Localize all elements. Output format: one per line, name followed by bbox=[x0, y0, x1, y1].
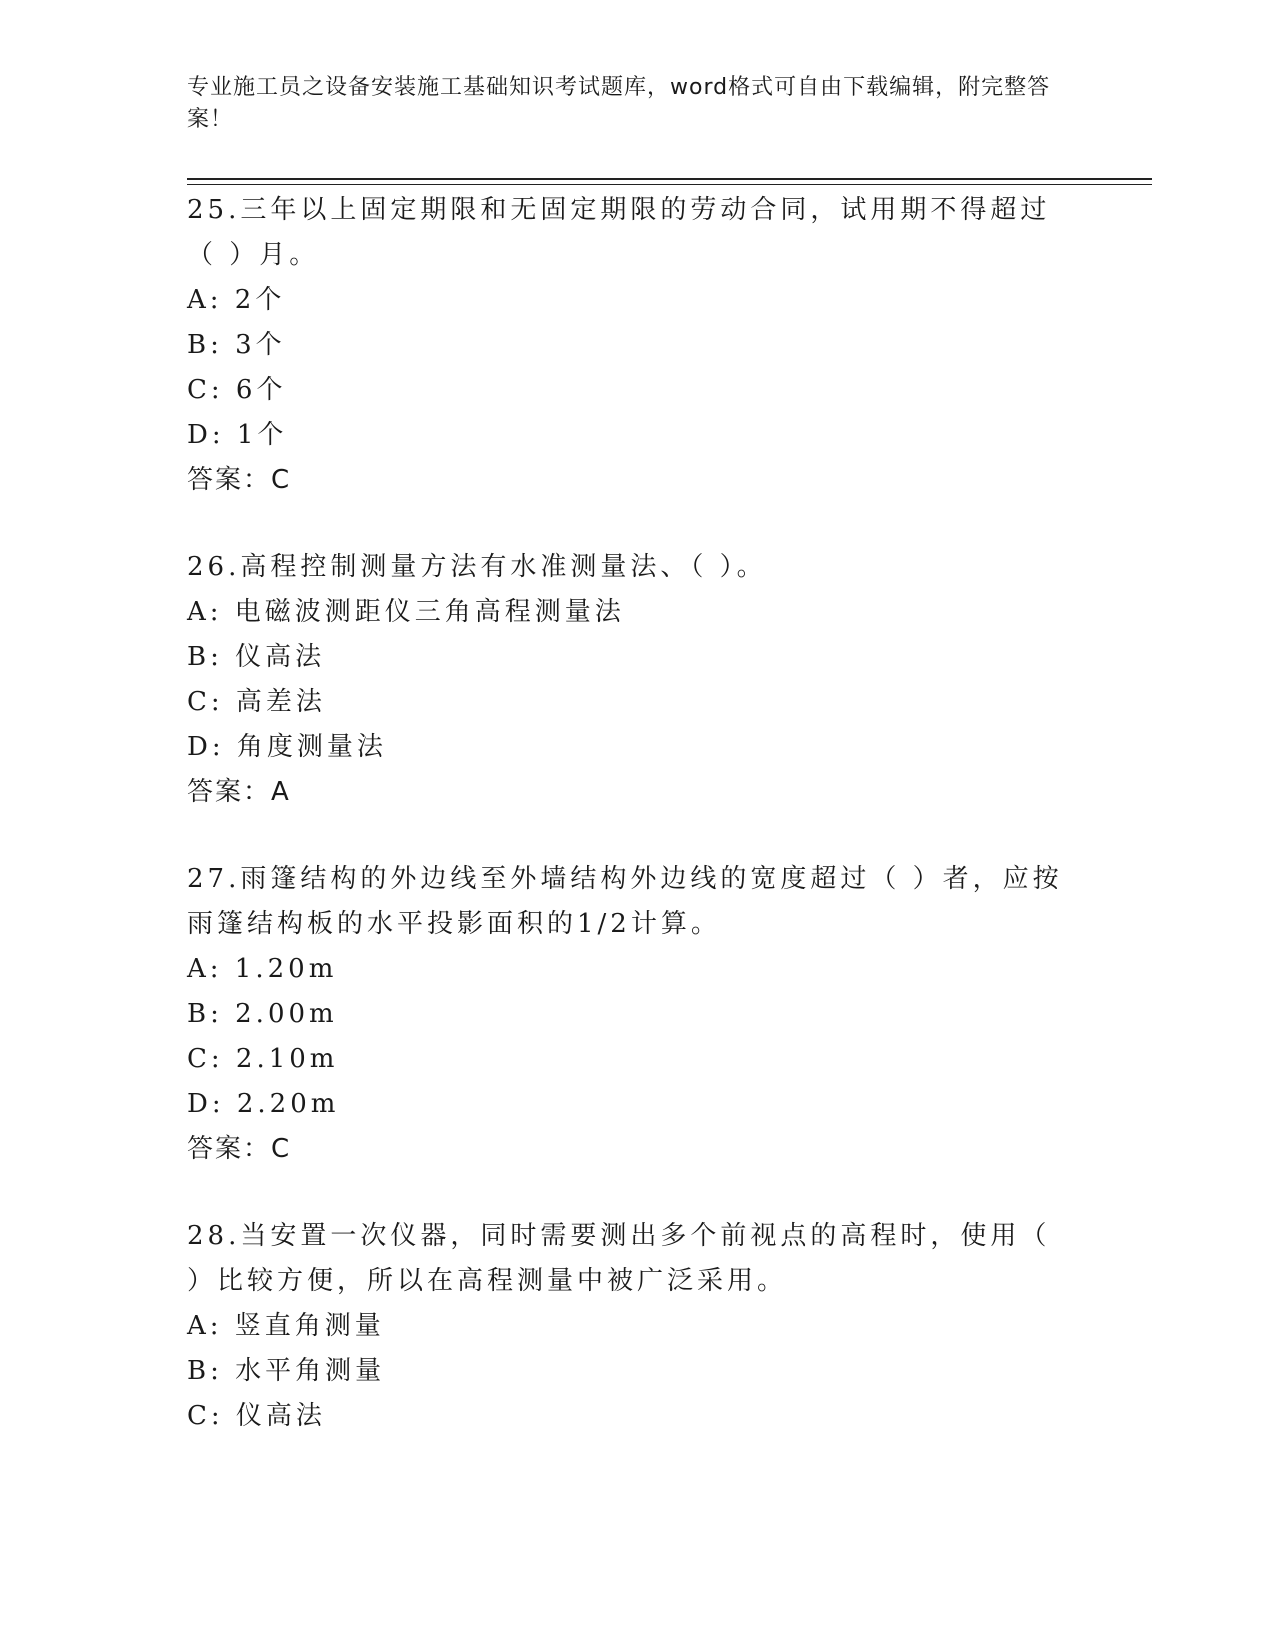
answer-key: 答案：C bbox=[187, 465, 292, 495]
question-text: 25.三年以上固定期限和无固定期限的劳动合同，试用期不得超过（ ）月。 bbox=[187, 195, 1051, 270]
question-27 bbox=[187, 857, 1067, 1172]
option-a: A: 竖直角测量 bbox=[187, 1311, 385, 1341]
answer-key: 答案：C bbox=[187, 1134, 292, 1164]
option-d: D: 1个 bbox=[187, 420, 288, 450]
header-divider-thin bbox=[187, 184, 1152, 185]
header-divider-thick bbox=[187, 178, 1152, 180]
question-text: 26.高程控制测量方法有水准测量法、（ ）。 bbox=[187, 552, 767, 582]
question-25 bbox=[187, 188, 1067, 503]
option-a: A: 1.20m bbox=[187, 954, 338, 984]
option-c: C: 仪高法 bbox=[187, 1401, 326, 1431]
question-28 bbox=[187, 1214, 1067, 1439]
document-header: 专业施工员之设备安装施工基础知识考试题库，word格式可自由下载编辑，附完整答案！ bbox=[187, 75, 1051, 132]
option-b: B: 仪高法 bbox=[187, 642, 326, 672]
option-b: B: 水平角测量 bbox=[187, 1356, 386, 1386]
question-list bbox=[187, 188, 1067, 1481]
option-a: A: 2个 bbox=[187, 285, 286, 315]
option-d: D: 角度测量法 bbox=[187, 732, 387, 762]
question-text: 28.当安置一次仪器，同时需要测出多个前视点的高程时，使用（ ）比较方便，所以在高程测量中被广泛采用。 bbox=[187, 1221, 1051, 1296]
option-d: D: 2.20m bbox=[187, 1089, 340, 1119]
option-a: A: 电磁波测距仪三角高程测量法 bbox=[187, 597, 625, 627]
question-26 bbox=[187, 545, 1067, 815]
option-b: B: 2.00m bbox=[187, 999, 338, 1029]
option-b: B: 3个 bbox=[187, 330, 286, 360]
option-c: C: 高差法 bbox=[187, 687, 326, 717]
option-c: C: 2.10m bbox=[187, 1044, 339, 1074]
question-text: 27.雨篷结构的外边线至外墙结构外边线的宽度超过（ ）者，应按雨篷结构板的水平投影面积的1/2计算。 bbox=[187, 864, 1063, 939]
answer-key: 答案：A bbox=[187, 777, 291, 807]
option-c: C: 6个 bbox=[187, 375, 287, 405]
